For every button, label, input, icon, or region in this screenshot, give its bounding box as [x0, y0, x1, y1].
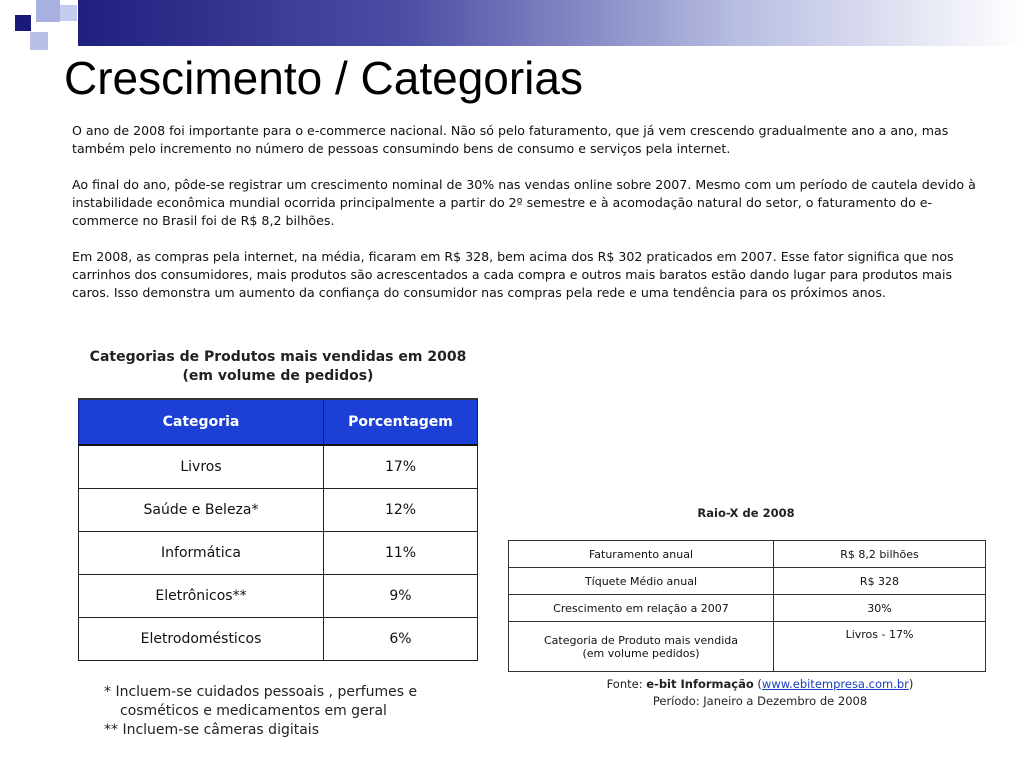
category-percentage: 12% [324, 489, 478, 532]
footnote-1: * Incluem-se cuidados pessoais , perfumes e [104, 684, 418, 700]
paragraph-2: Ao final do ano, pôde-se registrar um crescimento nominal de 30% nas vendas online sobre 2007. Mesmo com um período de cautela devido à instabilidade econômica mundial ocorrida principalmente a partir do 2º semestre e à acomodação natural do setor, o faturamento do e-commerce no Brasil foi de R$ 8,2 bilhões. [72, 177, 976, 228]
article-body [72, 122, 977, 320]
category-name: Eletrônicos** [79, 575, 324, 618]
source-name: e-bit Informação [646, 677, 754, 691]
page-title: Crescimento / Categorias [64, 52, 583, 104]
raiox-value: R$ 328 [774, 568, 986, 595]
table-row [79, 489, 478, 532]
raiox-label: Tíquete Médio anual [509, 568, 774, 595]
raiox-table-title: Raio-X de 2008 [697, 506, 795, 520]
categories-header-row [79, 399, 478, 445]
footnote-1-continued: cosméticos e medicamentos em geral [120, 703, 387, 719]
category-name: Eletrodomésticos [79, 618, 324, 661]
category-percentage: 9% [324, 575, 478, 618]
source-paren-close: ) [908, 677, 914, 691]
header-categoria: Categoria [79, 399, 324, 445]
source-link[interactable]: www.ebitempresa.com.br [761, 677, 909, 691]
raiox-value: 30% [774, 595, 986, 622]
category-name: Saúde e Beleza* [79, 489, 324, 532]
paragraph-1: O ano de 2008 foi importante para o e-commerce nacional. Não só pelo faturamento, que já vem crescendo gradualmente ano a ano, mas também pelo incremento no número de pessoas consumindo bens de consumo e serviços pela internet. [72, 123, 949, 156]
table-row [509, 568, 986, 595]
table-row [79, 618, 478, 661]
raiox-table [508, 540, 986, 672]
category-percentage: 11% [324, 532, 478, 575]
paragraph-3: Em 2008, as compras pela internet, na média, ficaram em R$ 328, bem acima dos R$ 302 praticados em 2007. Esse fator significa que nos carrinhos dos consumidores, mais produtos são acrescentados a cada compra e outros mais baratos estão dando lugar para produtos mais caros. Isso demonstra um aumento da confiança do consumidor nas compras pela rede e uma tendência para os próximos anos. [72, 249, 954, 300]
table-row [79, 575, 478, 618]
table-row [509, 622, 986, 672]
source-paren-open: ( [753, 677, 762, 691]
table-row [79, 532, 478, 575]
decorative-square-lavender [36, 0, 60, 22]
category-name: Informática [79, 532, 324, 575]
table-row [509, 541, 986, 568]
footnote-2: ** Incluem-se câmeras digitais [104, 722, 319, 738]
category-name: Livros [79, 445, 324, 489]
categories-table [78, 398, 478, 661]
categories-title-line2: (em volume de pedidos) [182, 368, 374, 384]
table-row [79, 445, 478, 489]
categories-title-line1: Categorias de Produtos mais vendidas em 2008 [89, 349, 467, 365]
raiox-label-line1: Categoria de Produto mais vendida [544, 633, 738, 647]
table-row [509, 595, 986, 622]
source-period: Período: Janeiro a Dezembro de 2008 [652, 694, 868, 708]
source-line [508, 676, 1012, 693]
raiox-label: Faturamento anual [509, 541, 774, 568]
raiox-value: Livros - 17% [774, 622, 986, 672]
categories-footnotes [104, 683, 417, 740]
categories-table-title [72, 348, 484, 386]
header-gradient-bar [78, 0, 1024, 46]
raiox-value: R$ 8,2 bilhões [774, 541, 986, 568]
category-percentage: 17% [324, 445, 478, 489]
raiox-source [508, 676, 1012, 710]
raiox-label: Crescimento em relação a 2007 [509, 595, 774, 622]
decorative-square-lower [30, 32, 48, 50]
raiox-label-line2: (em volume pedidos) [582, 646, 700, 660]
raiox-label [509, 622, 774, 672]
decorative-square-light [60, 5, 77, 21]
category-percentage: 6% [324, 618, 478, 661]
header-porcentagem: Porcentagem [324, 399, 478, 445]
source-prefix: Fonte: [606, 677, 647, 691]
decorative-square-navy [15, 15, 31, 31]
